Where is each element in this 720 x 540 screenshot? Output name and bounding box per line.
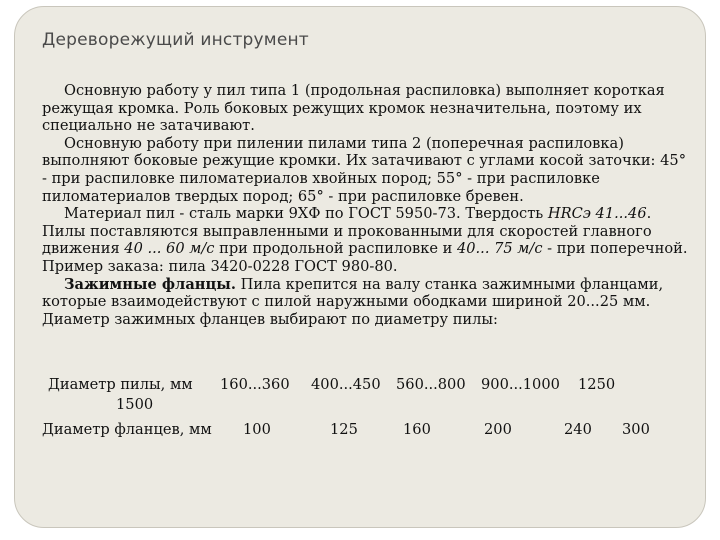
paragraph-material [42,205,692,275]
paragraph-type1-saws: Основную работу у пил типа 1 (продольная распиловка) выполняет короткая режущая кромка. Роль боковых режущих кромок незначительна, поэтому их специально не затачивают. [42,82,665,135]
saw-diameter-value: 160...360 [220,376,290,393]
paragraph-type2-saws: Основную работу при пилении пилами типа 2 (поперечная распиловка) выполняют боковые режущие кромки. Их затачивают с углами косой заточки: 45° - при распиловке пиломатериалов хвойных пород; 55° - при распиловке пиломатериалов твердых пород; 65° - при распиловке бревен. [42,134,686,205]
material-text-a: Материал пил - сталь марки 9ХФ по ГОСТ 5950-73. Твердость [64,205,548,223]
saw-diameter-value: 400...450 [311,376,381,393]
material-text-d: - при поперечной. Пример заказа: пила 3420-0228 ГОСТ 980-80. [42,240,688,275]
saw-diameter-value: 1250 [578,376,616,393]
hardness-value: HRCэ 41...46 [547,205,647,223]
slide-title: Дереворежущий инструмент [42,30,309,50]
speed-longitudinal: 40 ... 60 м/с [124,240,215,258]
slide-body [42,82,692,328]
saw-diameter-value: 560...800 [396,376,466,393]
flange-diameter-value: 240 [564,421,592,438]
flange-diameter-value: 100 [243,421,271,438]
flanges-text: Пила крепится на валу станка зажимными фланцами, которые взаимодействуют с пилой наружными ободками шириной 20...25 мм. Диаметр зажимных фланцев выбирают по диаметру пилы: [42,275,664,328]
flange-diameter-value: 160 [403,421,431,438]
saw-diameter-value: 1500 [116,396,154,413]
flange-diameter-value: 125 [330,421,358,438]
flanges-heading: Зажимные фланцы. [64,275,236,293]
flange-diameter-value: 300 [622,421,650,438]
flange-diameter-label: Диаметр фланцев, мм [42,421,212,438]
saw-diameter-value: 900...1000 [481,376,560,393]
saw-diameter-row-wrap [116,396,153,413]
material-text-c: при продольной распиловке и [214,240,457,258]
speed-cross: 40... 75 м/с [456,240,543,258]
saw-diameter-label: Диаметр пилы, мм [48,376,193,393]
paragraph-flanges [42,276,692,329]
material-text-b: . Пилы поставляются выправленными и прокованными для скоростей главного движения [42,205,652,258]
flange-diameter-value: 200 [484,421,512,438]
